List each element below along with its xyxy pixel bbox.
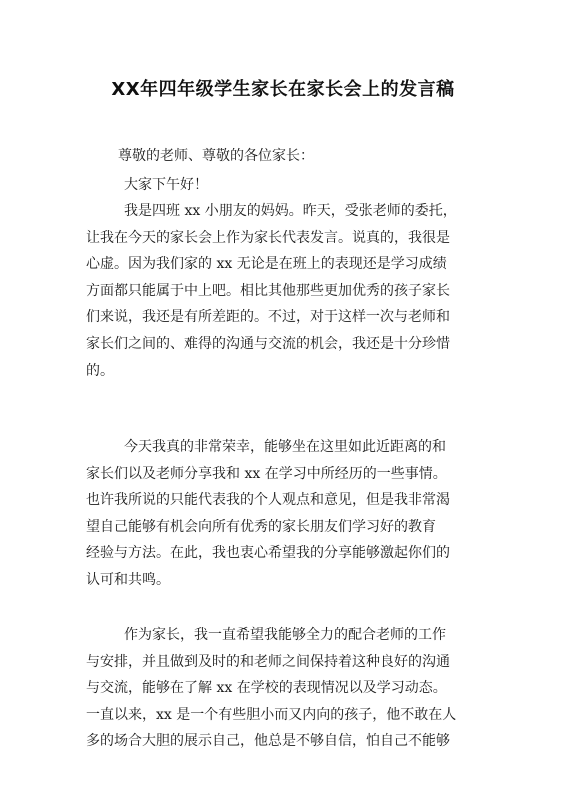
document-title: XX年四年级学生家长在家长会上的发言稿	[111, 79, 455, 100]
text-line: 家长们以及老师分享我和 xx 在学习中所经历的一些事情。	[86, 465, 447, 482]
paragraph-1	[86, 198, 486, 384]
text-line: 方面都只能属于中上吧。相比其他那些更加优秀的孩子家长	[86, 282, 450, 299]
greeting: 大家下午好！	[124, 177, 208, 193]
paragraph-2	[86, 434, 486, 594]
text-line: 多的场合大胆的展示自己，他总是不够自信，怕自己不能够	[86, 733, 450, 750]
text-line: 家长们之间的、难得的沟通与交流的机会，我还是十分珍惜	[86, 335, 450, 352]
text-line: 们来说，我还是有所差距的。不过，对于这样一次与老师和	[86, 309, 450, 326]
text-line: 让我在今天的家长会上作为家长代表发言。说真的，我很是	[86, 229, 450, 246]
text-line: 与交流，能够在了解 xx 在学校的表现情况以及学习动态。	[86, 680, 447, 697]
text-line: 认可和共鸣。	[86, 571, 170, 588]
salutation: 尊敬的老师、尊敬的各位家长：	[118, 148, 314, 164]
paragraph-3	[86, 622, 486, 755]
text-line: 的。	[86, 362, 114, 379]
text-line: 今天我真的非常荣幸，能够坐在这里如此近距离的和	[124, 439, 446, 455]
text-line: 我是四班 xx 小朋友的妈妈。昨天，受张老师的委托，	[124, 203, 457, 219]
text-line: 心虚。因为我们家的 xx 无论是在班上的表现还是学习成绩	[86, 256, 447, 273]
text-line: 与安排，并且做到及时的和老师之间保持着这种良好的沟通	[86, 653, 450, 670]
text-line: 经验与方法。在此，我也衷心希望我的分享能够激起你们的	[86, 545, 450, 562]
text-line: 一直以来，xx 是一个有些胆小而又内向的孩子，他不敢在人	[86, 706, 457, 723]
text-line: 作为家长，我一直希望我能够全力的配合老师的工作	[124, 627, 446, 643]
text-line: 望自己能够有机会向所有优秀的家长朋友们学习好的教育	[86, 518, 436, 535]
text-line: 也许我所说的只能代表我的个人观点和意见，但是我非常渴	[86, 492, 450, 509]
